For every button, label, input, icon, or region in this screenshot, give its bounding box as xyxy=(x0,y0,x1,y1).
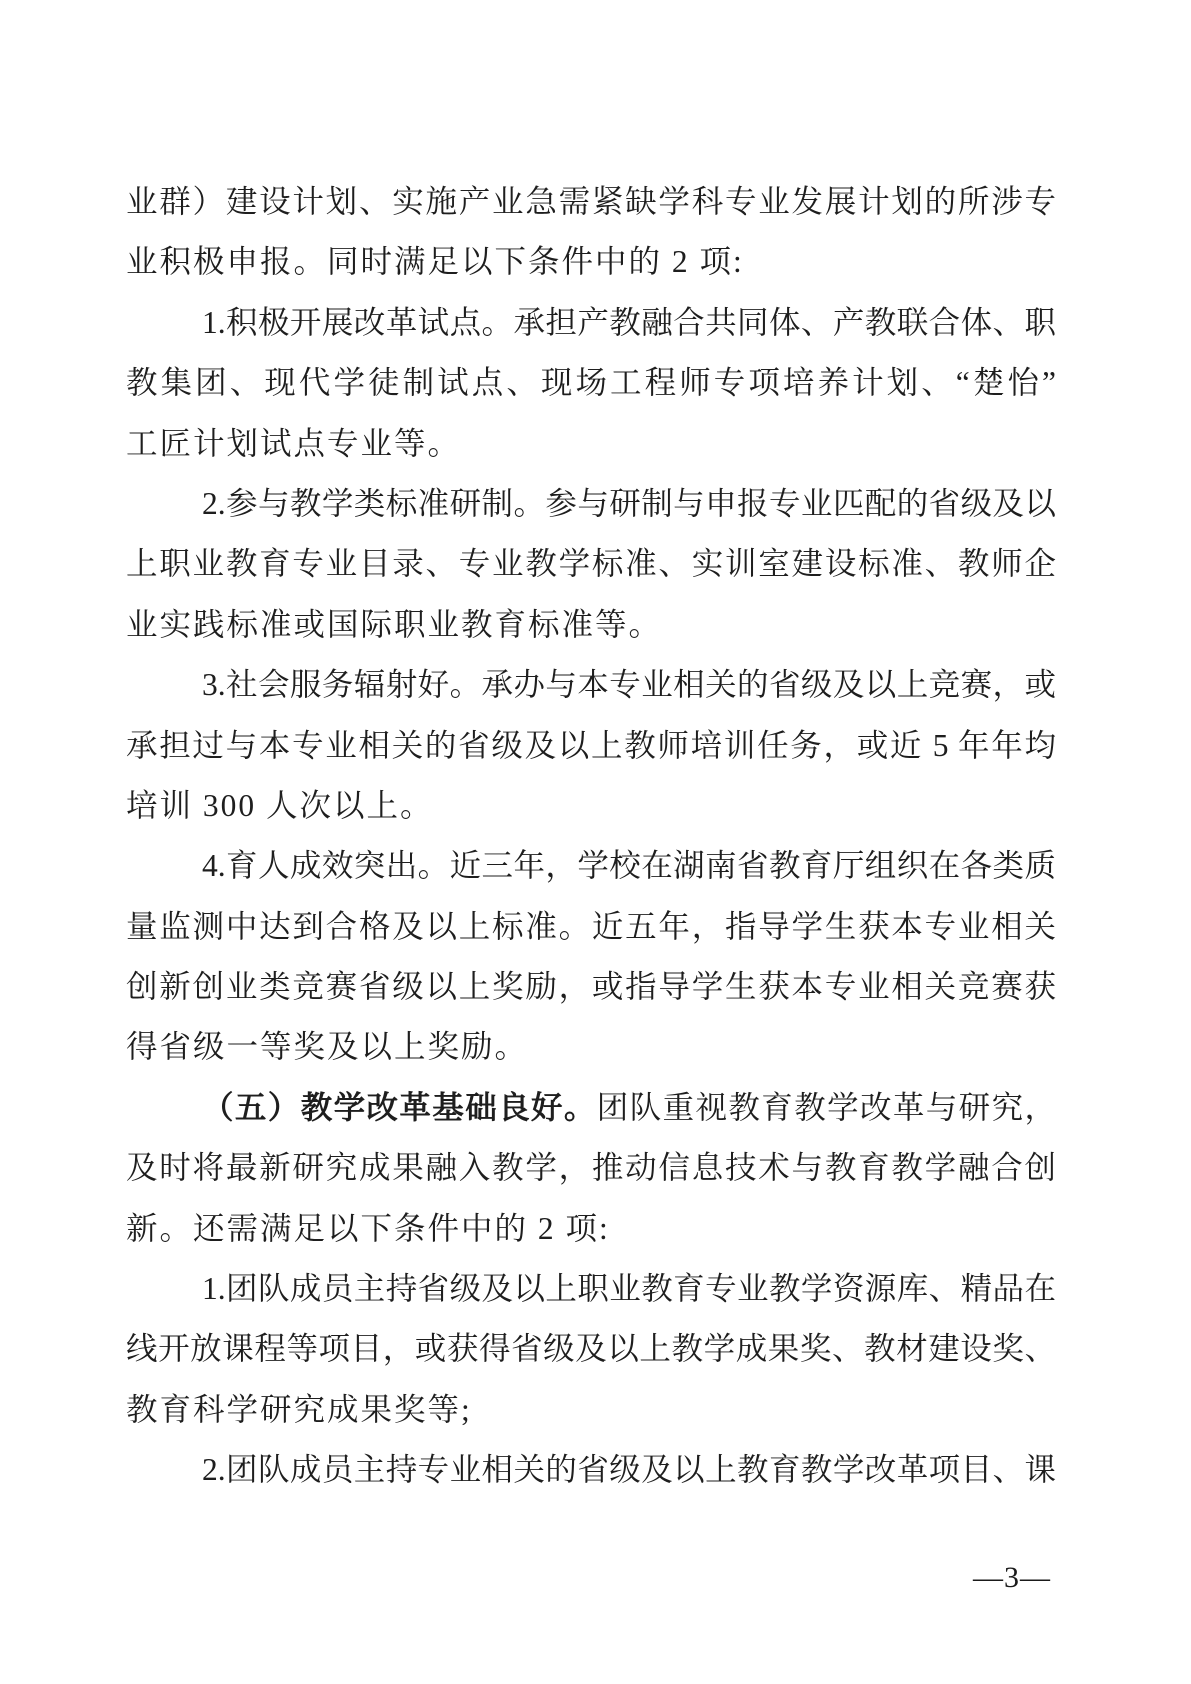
text-line xyxy=(126,534,1056,594)
text-line xyxy=(126,474,1056,534)
text-run: 上职业教育专业目录、专业教学标准、实训室建设标准、教师企 xyxy=(126,546,1056,582)
text-run: 4.育人成效突出。近三年，学校在湖南省教育厅组织在各类质 xyxy=(202,848,1056,884)
text-run: 3.社会服务辐射好。承办与本专业相关的省级及以上竞赛，或 xyxy=(202,667,1056,703)
section-heading-run: （五）教学改革基础良好。 xyxy=(202,1089,597,1125)
text-line xyxy=(126,1380,1056,1440)
text-line xyxy=(126,836,1056,896)
text-line xyxy=(126,414,1056,474)
text-line xyxy=(126,1199,1056,1259)
page-number: —3— xyxy=(973,1561,1051,1594)
text-run: 教集团、现代学徒制试点、现场工程师专项培养计划、“楚怡” xyxy=(126,365,1056,401)
text-run: 1.团队成员主持省级及以上职业教育专业教学资源库、精品在 xyxy=(202,1271,1056,1307)
text-line xyxy=(126,716,1056,776)
text-run: 培训 300 人次以上。 xyxy=(126,787,434,823)
text-run: 业群）建设计划、实施产业急需紧缺学科专业发展计划的所涉专 xyxy=(126,184,1056,219)
text-line xyxy=(126,897,1056,957)
text-line xyxy=(126,1138,1056,1198)
text-run: 工匠计划试点专业等。 xyxy=(126,425,462,461)
text-block xyxy=(126,172,1056,1501)
text-run: 得省级一等奖及以上奖励。 xyxy=(126,1029,529,1065)
text-run: 创新创业类竞赛省级以上奖励，或指导学生获本专业相关竞赛获 xyxy=(126,969,1056,1005)
text-line xyxy=(126,1078,1056,1138)
text-line xyxy=(126,353,1056,413)
text-run: 业实践标准或国际职业教育标准等。 xyxy=(126,606,663,642)
text-run: 新。还需满足以下条件中的 2 项: xyxy=(126,1210,610,1246)
text-line xyxy=(126,957,1056,1017)
text-run: 承担过与本专业相关的省级及以上教师培训任务，或近 5 年年均 xyxy=(126,727,1056,763)
text-line xyxy=(126,232,1056,292)
text-line xyxy=(126,1259,1056,1319)
text-run: 2.参与教学类标准研制。参与研制与申报专业匹配的省级及以 xyxy=(202,485,1056,521)
text-run: 业积极申报。同时满足以下条件中的 2 项: xyxy=(126,244,744,280)
text-line xyxy=(126,595,1056,655)
text-run: 及时将最新研究成果融入教学，推动信息技术与教育教学融合创 xyxy=(126,1150,1056,1186)
text-line xyxy=(126,776,1056,836)
text-run: 线开放课程等项目，或获得省级及以上教学成果奖、教材建设奖、 xyxy=(126,1331,1056,1367)
text-line xyxy=(126,293,1056,353)
text-line xyxy=(126,655,1056,715)
text-run: 量监测中达到合格及以上标准。近五年，指导学生获本专业相关 xyxy=(126,908,1056,944)
text-line xyxy=(126,1319,1056,1379)
text-run: 1.积极开展改革试点。承担产教融合共同体、产教联合体、职 xyxy=(202,304,1056,340)
text-line xyxy=(126,1440,1056,1500)
text-run: 2.团队成员主持专业相关的省级及以上教育教学改革项目、课 xyxy=(202,1452,1056,1488)
text-line xyxy=(126,172,1056,232)
text-run: 团队重视教育教学改革与研究， xyxy=(596,1089,1056,1125)
text-line xyxy=(126,1017,1056,1077)
text-run: 教育科学研究成果奖等; xyxy=(126,1391,472,1427)
